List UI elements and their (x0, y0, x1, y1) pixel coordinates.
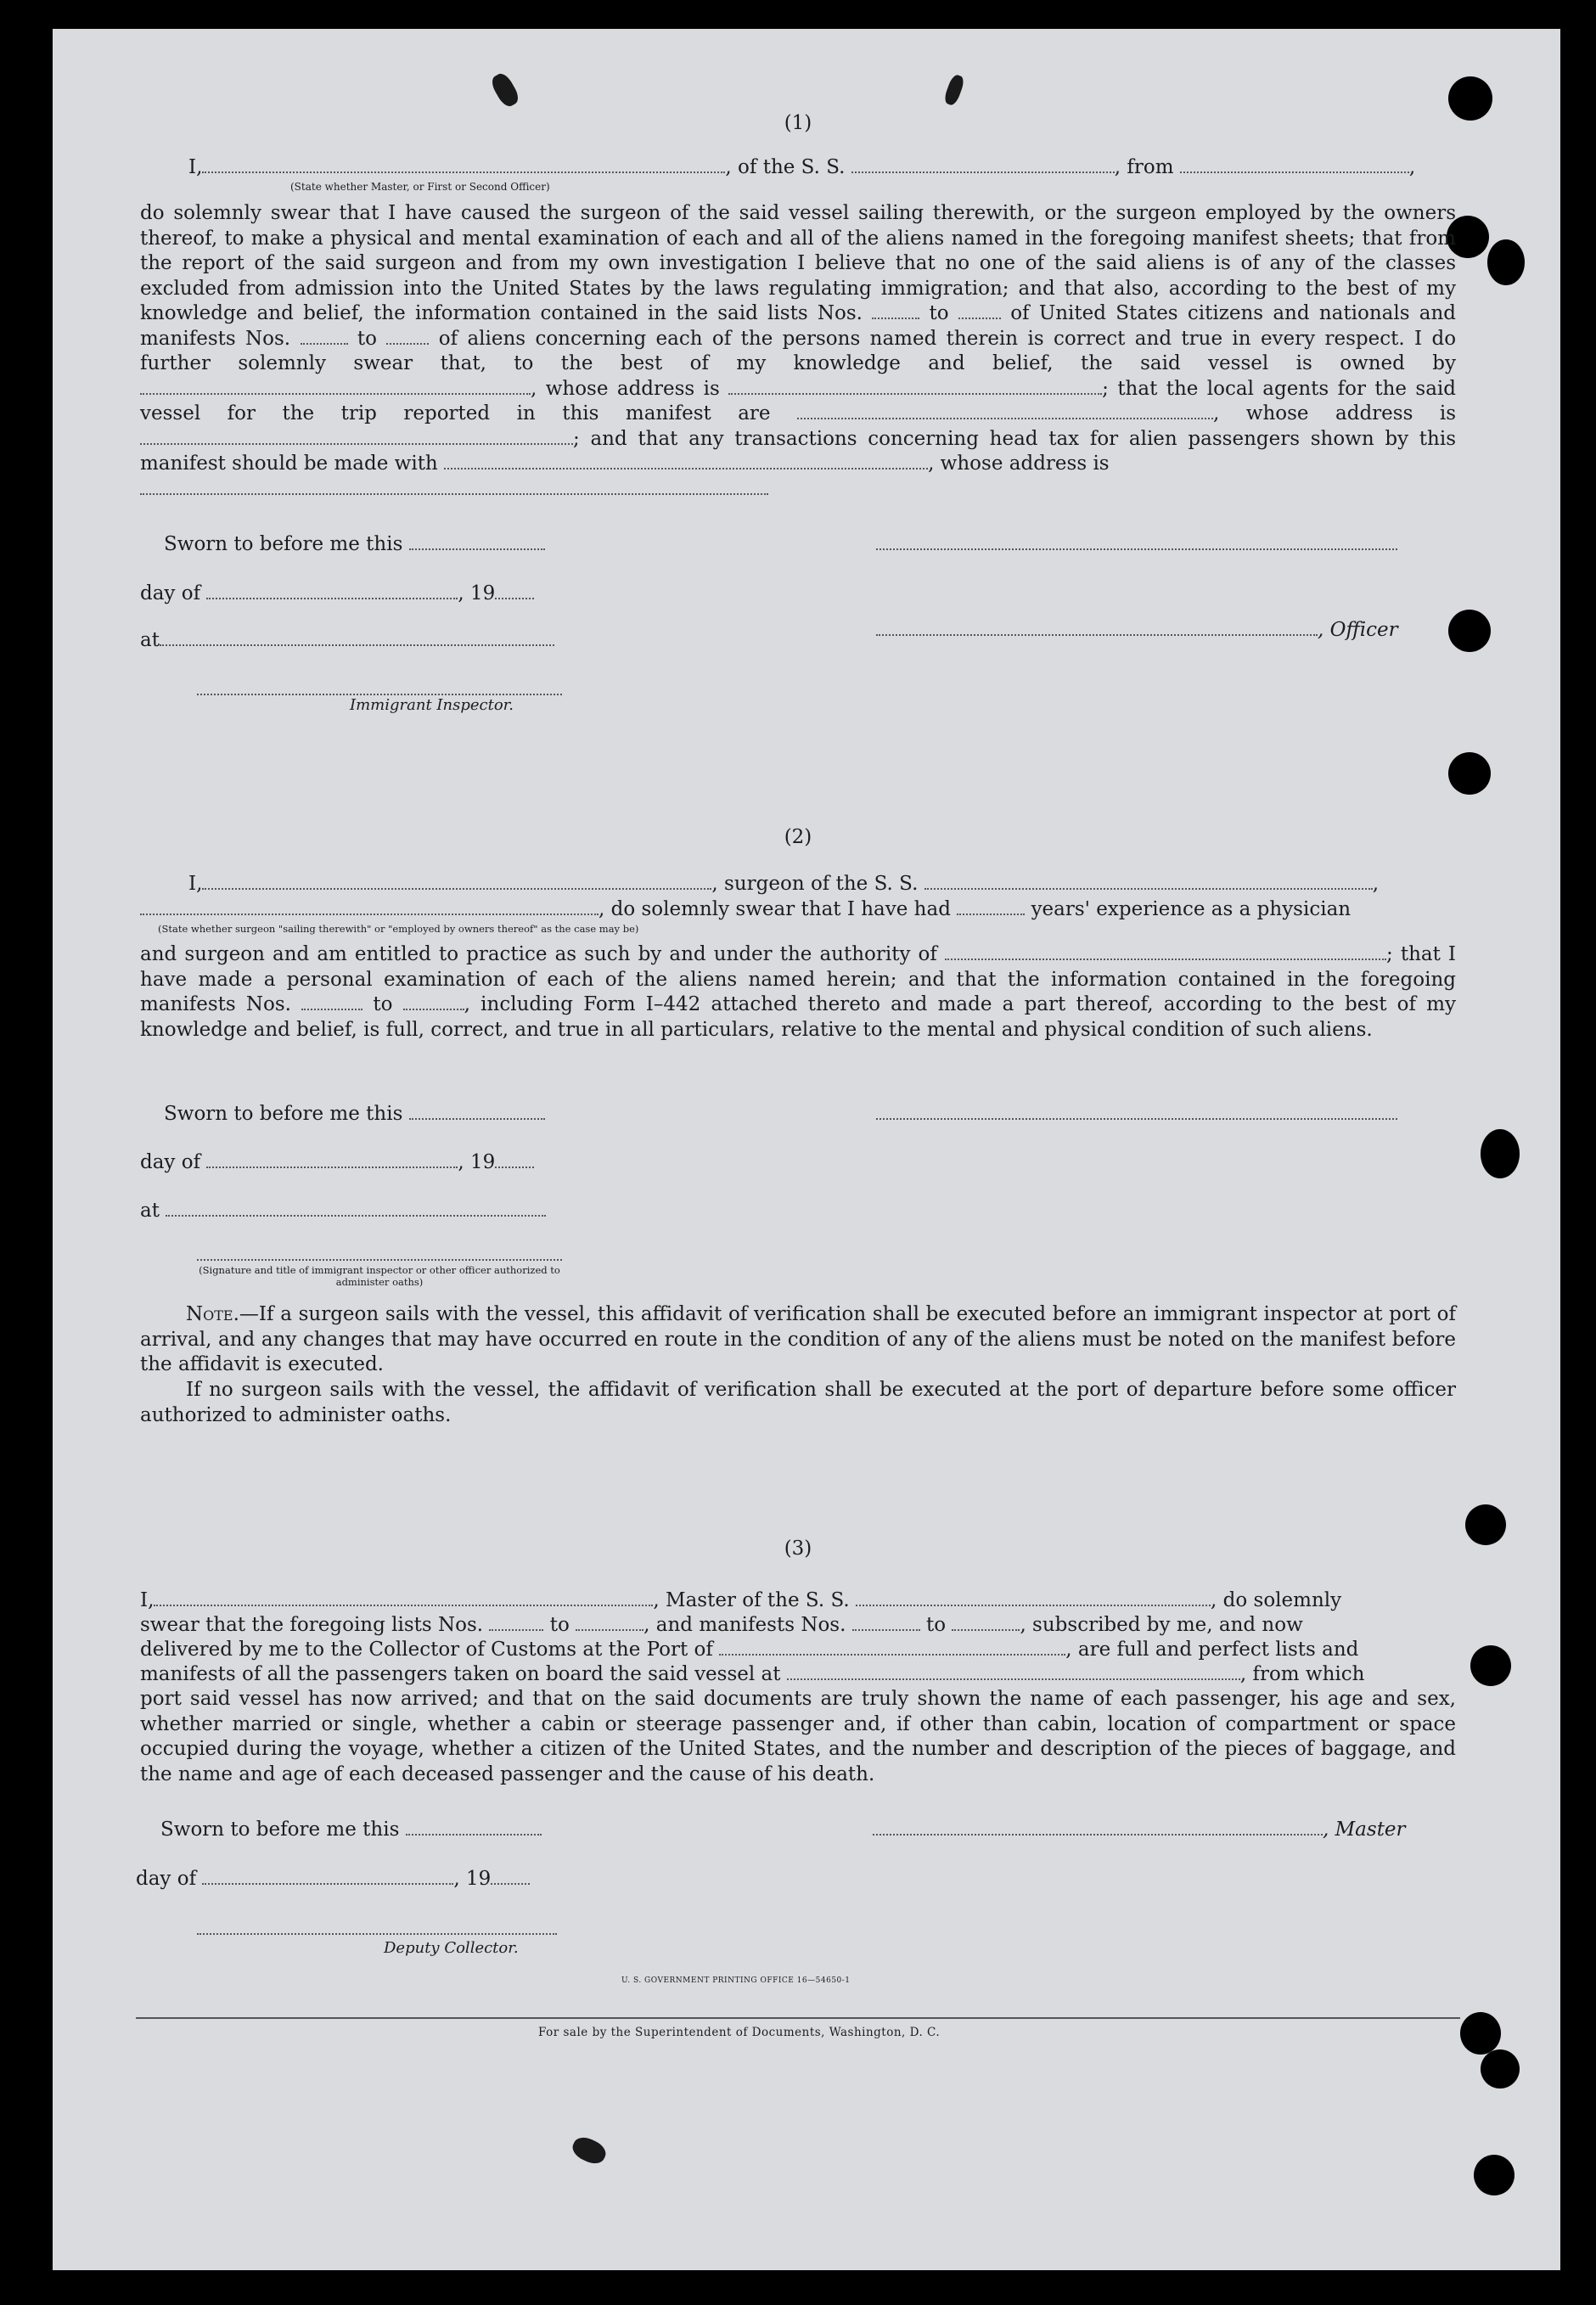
punch-hole (1460, 2012, 1501, 2055)
section-2-experience-line: , do solemnly swear that I have had years' experience as a physician (140, 897, 1351, 922)
master-signature-line: , Master (873, 1818, 1406, 1842)
date-line: day of , 19 (140, 582, 534, 606)
section-3-port-line: delivered by me to the Collector of Customs at the Port of , are full and perfect lists and (140, 1639, 1359, 1661)
sworn-line: Sworn to before me this (164, 532, 545, 557)
punch-hole (1487, 239, 1525, 285)
ink-blot (569, 2134, 609, 2167)
sworn-line: Sworn to before me this (164, 1102, 545, 1127)
section-3-number: (3) (784, 1538, 812, 1560)
officer-signature-line: , Officer (876, 618, 1398, 643)
punch-hole (1448, 610, 1491, 652)
date-line: day of , 19 (140, 1150, 534, 1175)
section-3-opening-line: I, , Master of the S. S. , do solemnly (140, 1589, 1342, 1611)
sale-notice: For sale by the Superintendent of Documents, Washington, D. C. (538, 2026, 941, 2039)
section-2-opening-line: I, , surgeon of the S. S. , (188, 873, 1380, 895)
ink-blot (942, 73, 965, 106)
note-paragraph: Note.—If a surgeon sails with the vessel, this affidavit of verification shall be executed before an immigrant inspector at port of arrival, and any changes that may have occurred en route in the condition of any of the aliens must be noted on the manifest before the affidavit is executed. (140, 1303, 1456, 1375)
punch-hole (1465, 1504, 1506, 1545)
sworn-line: Sworn to before me this (160, 1818, 542, 1842)
section-1-number: (1) (784, 112, 812, 134)
section-3-lists-line: swear that the foregoing lists Nos. to , and manifests Nos. to , subscribed by me, and now (140, 1614, 1303, 1636)
footer-rule (136, 2017, 1460, 2019)
date-line: day of , 19 (136, 1867, 530, 1892)
ink-blot (488, 70, 521, 110)
inspector-signature-caption: (Signature and title of immigrant inspector or other officer authorized to administer oaths) (199, 1264, 560, 1288)
at-line: at (140, 1199, 546, 1223)
deputy-collector-caption: Deputy Collector. (384, 1939, 519, 1957)
rank-caption: (State whether Master, or First or Second Officer) (290, 181, 550, 193)
section-3-oath-body: port said vessel has now arrived; and that on the said documents are truly shown the name of each passenger, his age and sex, whether married or single, whether a cabin or steerage passenger and, if other than cabin, location of compartment or space occupied during the voyage, whether a citizen of the United States, and the number and description of the pieces of baggage, and the name and age of each deceased passenger and the cause of his death. (140, 1688, 1456, 1785)
punch-hole (1470, 1645, 1511, 1686)
signature-line (876, 1102, 1397, 1127)
surgeon-caption: (State whether surgeon "sailing therewith" or "employed by owners thereof" as the case may be) (158, 923, 639, 935)
note-paragraph-2: If no surgeon sails with the vessel, the affidavit of verification shall be executed at the port of departure before some officer authorized to administer oaths. (140, 1379, 1456, 1426)
document-page (53, 29, 1560, 2270)
section-3-passengers-line: manifests of all the passengers taken on board the said vessel at , from which (140, 1663, 1365, 1685)
signature-line (876, 532, 1397, 557)
punch-hole (1481, 2049, 1520, 2089)
printing-office-line: U. S. GOVERNMENT PRINTING OFFICE 16—54650-1 (621, 1976, 851, 1985)
section-1-opening-line: I, , of the S. S. , from , (188, 156, 1416, 178)
punch-hole (1448, 752, 1491, 795)
punch-hole (1481, 1129, 1520, 1178)
punch-hole (1474, 2155, 1515, 2195)
at-line: at (140, 628, 554, 653)
section-2-oath-body: and surgeon and am entitled to practice as such by and under the authority of ; that I have made a personal examination of each of the aliens named herein; and that the information contained in the foregoing manifests Nos. to , including Form I–442 attached thereto and made a part thereof, according to the best of my knowledge and belief, is full, correct, and true in all particulars, relative to the mental and physical condition of such aliens. (140, 943, 1457, 1041)
section-2-number: (2) (784, 826, 812, 848)
inspector-caption: Immigrant Inspector. (350, 696, 514, 714)
section-1-oath-body: do solemnly swear that I have caused the surgeon of the said vessel sailing therewith, or the surgeon employed by the owners thereof, to make a physical and mental examination of each and all of the aliens named in the foregoing manifest sheets; that from the report of the said surgeon and from my own investigation I believe that no one of the said aliens is of any of the classes excluded from admission into the United States by the laws regulating immigration; and that also, according to the best of my knowledge and belief, the information contained in the said lists Nos. to of United States citizens and nationals and manifests Nos. to of aliens concerning each of the persons named therein is correct and true in every respect. I do further solemnly swear that, to the best of my knowledge and belief, the said vessel is owned by , whose address is ; that the local agents for the said vessel for the trip reported in this manifest are , whose address is ; and that any transactions concerning head tax for alien passengers shown by this manifest should be made with , whose address is (140, 201, 1456, 502)
